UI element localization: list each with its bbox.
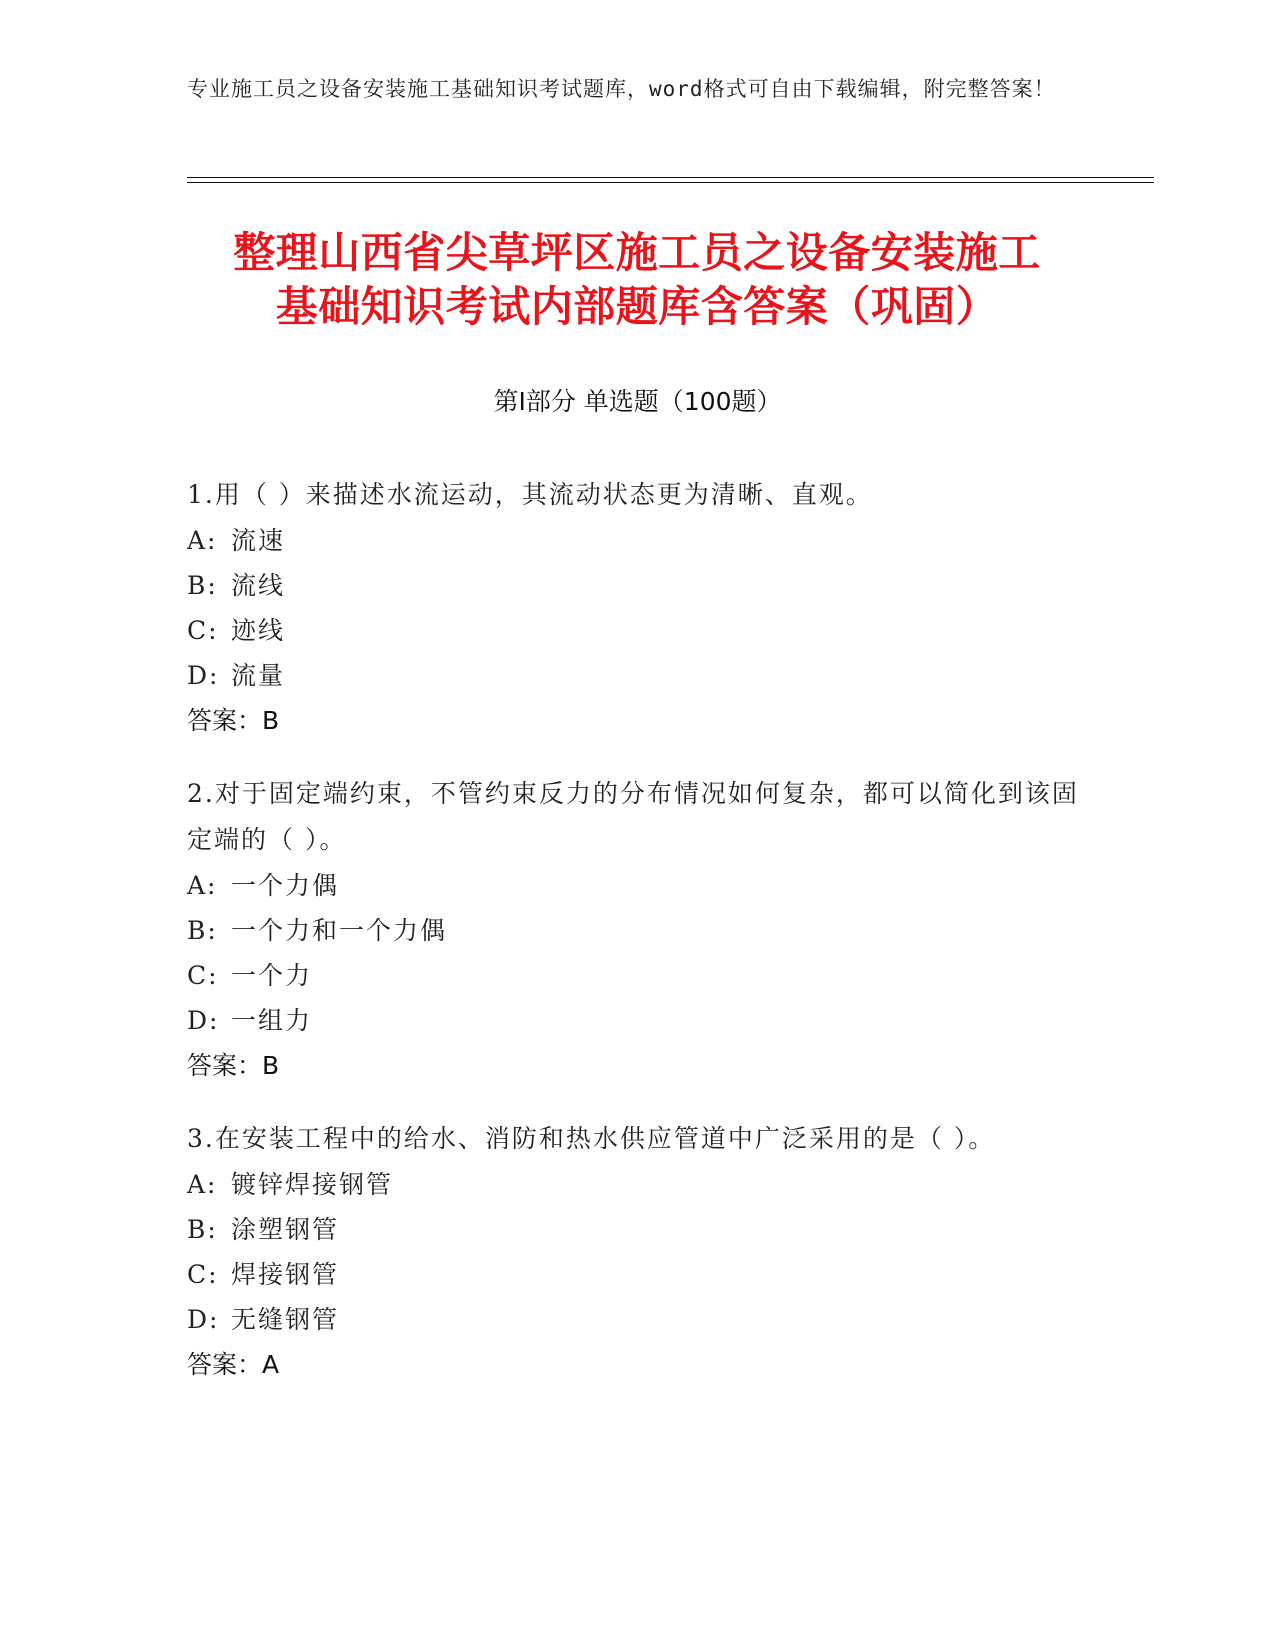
option-text: 流量 [231, 661, 286, 690]
question-stem: 2.对于固定端约束，不管约束反力的分布情况如何复杂，都可以简化到该固定端的（ ）。 [187, 779, 1079, 854]
option-a [187, 863, 1087, 908]
option-text: 一个力偶 [231, 871, 340, 900]
option-c [187, 953, 1087, 998]
answer: 答案：A [187, 1350, 280, 1379]
answer: 答案：B [187, 1051, 280, 1080]
option-key: A: [187, 1170, 218, 1199]
option-b [187, 1207, 1087, 1252]
option-key: D: [187, 661, 220, 690]
option-text: 流速 [231, 526, 286, 555]
option-text: 一组力 [231, 1006, 313, 1035]
option-d [187, 1297, 1087, 1342]
option-text: 一个力和一个力偶 [231, 916, 448, 945]
option-text: 一个力 [231, 961, 313, 990]
question-3 [187, 1116, 1087, 1387]
option-text: 流线 [231, 571, 286, 600]
question-stem: 1.用（ ）来描述水流运动，其流动状态更为清晰、直观。 [187, 480, 873, 509]
option-a [187, 518, 1087, 563]
header-divider-top [187, 177, 1154, 178]
option-text: 迹线 [231, 616, 286, 645]
option-text: 镀锌焊接钢管 [231, 1170, 394, 1199]
option-key: C: [187, 1260, 219, 1289]
option-c [187, 608, 1087, 653]
option-b [187, 908, 1087, 953]
option-d [187, 998, 1087, 1043]
option-text: 涂塑钢管 [231, 1215, 340, 1244]
option-key: C: [187, 961, 219, 990]
question-2 [187, 771, 1087, 1088]
option-text: 焊接钢管 [231, 1260, 340, 1289]
question-list [187, 472, 1087, 1415]
option-key: A: [187, 526, 218, 555]
option-key: C: [187, 616, 219, 645]
document-title [187, 226, 1087, 334]
option-key: A: [187, 871, 218, 900]
header-note: 专业施工员之设备安装施工基础知识考试题库，word格式可自由下载编辑，附完整答案！ [187, 77, 1056, 101]
option-text: 无缝钢管 [231, 1305, 340, 1334]
option-key: B: [187, 916, 218, 945]
option-c [187, 1252, 1087, 1297]
option-d [187, 653, 1087, 698]
option-b [187, 563, 1087, 608]
answer: 答案：B [187, 706, 280, 735]
option-key: D: [187, 1006, 220, 1035]
option-a [187, 1162, 1087, 1207]
option-key: B: [187, 1215, 218, 1244]
question-1 [187, 472, 1087, 743]
option-key: D: [187, 1305, 220, 1334]
document-title-line-2: 基础知识考试内部题库含答案（巩固） [275, 282, 999, 331]
section-heading: 第Ⅰ部分 单选题（100题） [493, 387, 782, 416]
header-divider-bottom [187, 182, 1154, 183]
document-title-line-1: 整理山西省尖草坪区施工员之设备安装施工 [233, 228, 1041, 277]
question-stem: 3.在安装工程中的给水、消防和热水供应管道中广泛采用的是（ ）。 [187, 1124, 996, 1153]
option-key: B: [187, 571, 218, 600]
